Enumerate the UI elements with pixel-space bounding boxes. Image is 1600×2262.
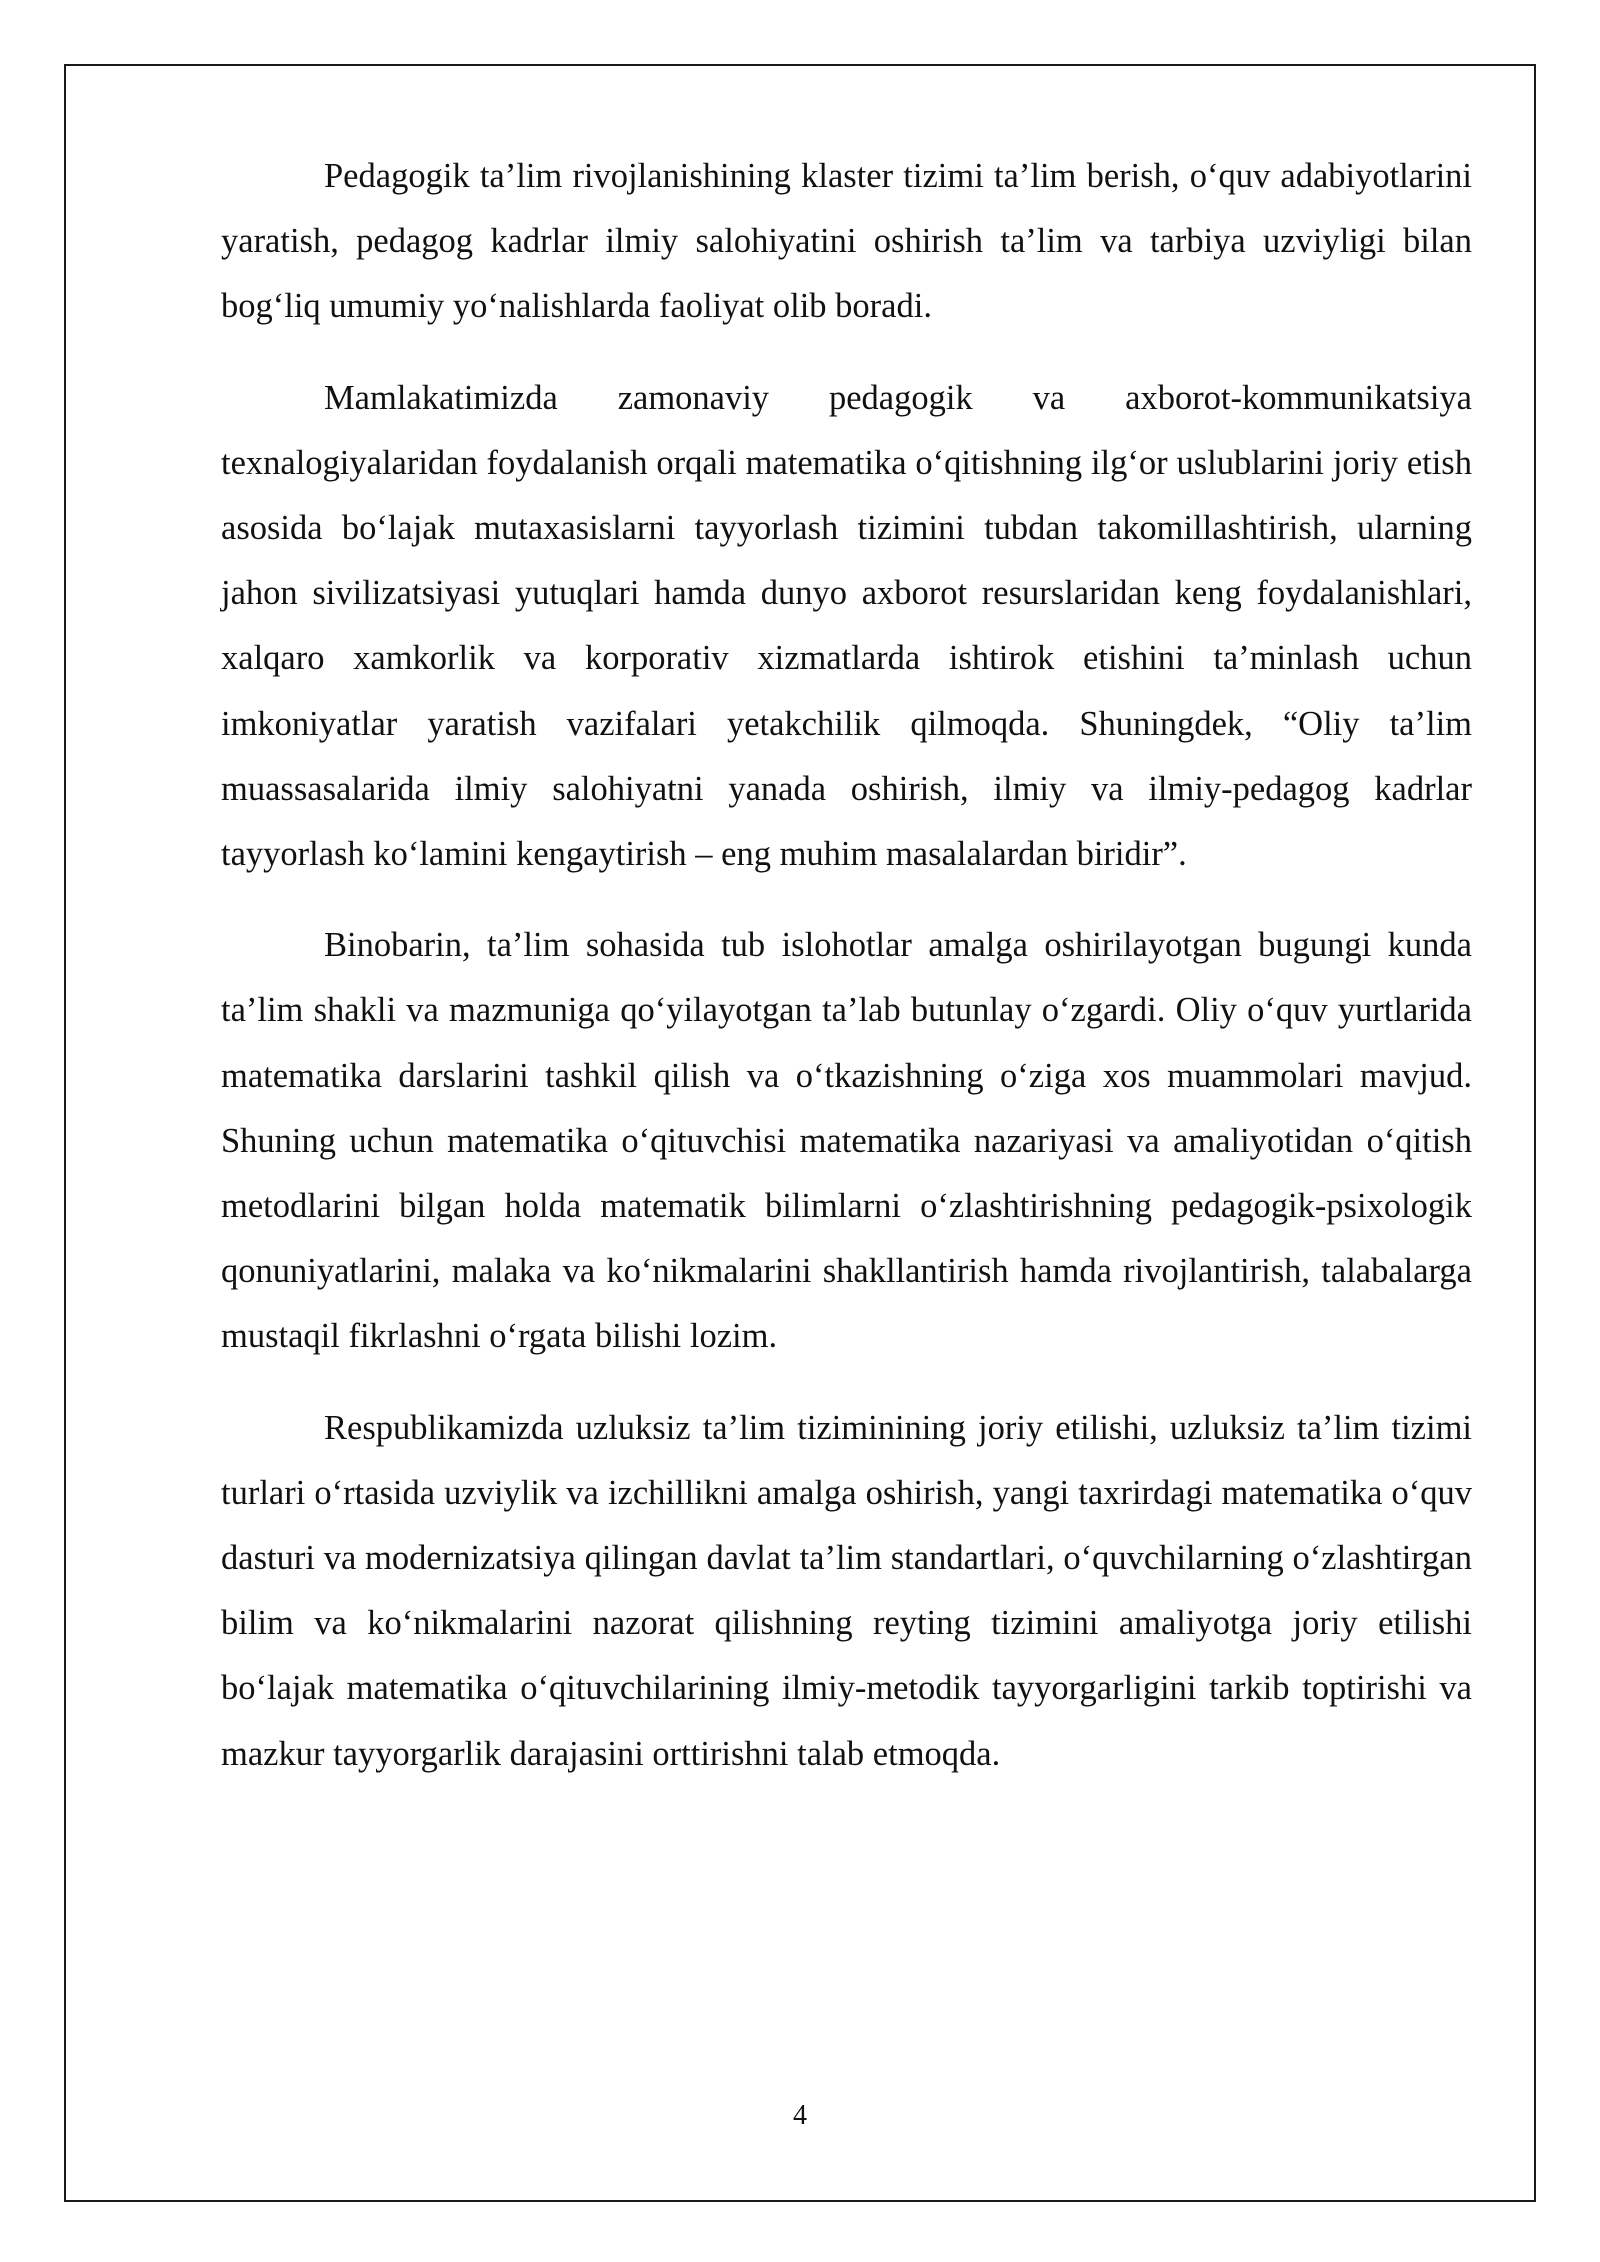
document-body: [221, 144, 1472, 1813]
page-number: 4: [793, 2100, 807, 2131]
paragraph-4: Respublikamizda uzluksiz ta’lim tiziminining joriy etilishi, uzluksiz ta’lim tizimi turlari o‘rtasida uzviylik va izchillikni amalga oshirish, yangi taxrirdagi matematika o‘quv dasturi va modernizatsiya qilingan davlat ta’lim standartlari, o‘quvchilarning o‘zlashtirgan bilim va ko‘nikmalarini nazorat qilishning reyting tizimini amaliyotga joriy etilishi bo‘lajak matematika o‘qituvchilarining ilmiy-metodik tayyorgarligini tarkib toptirishi va mazkur tayyorgarlik darajasini orttirishni talab etmoqda.: [221, 1408, 1472, 1773]
paragraph-1: Pedagogik ta’lim rivojlanishining klaster tizimi ta’lim berish, o‘quv adabiyotlarini yaratish, pedagog kadrlar ilmiy salohiyatini oshirish ta’lim va tarbiya uzviyligi bilan bog‘liq umumiy yo‘nalishlarda faoliyat olib boradi.: [221, 157, 1472, 326]
paragraph-3: Binobarin, ta’lim sohasida tub islohotlar amalga oshirilayotgan bugungi kunda ta’lim shakli va mazmuniga qo‘yilayotgan ta’lab butunlay o‘zgardi. Oliy o‘quv yurtlarida matematika darslarini tashkil qilish va o‘tkazishning o‘ziga xos muammolari mavjud. Shuning uchun matematika o‘qituvchisi matematika nazariyasi va amaliyotidan o‘qitish metodlarini bilgan holda matematik bilimlarni o‘zlashtirishning pedagogik-psixologik qonuniyatlarini, malaka va ko‘nikmalarini shakllantirish hamda rivojlantirish, talabalarga mustaqil fikrlashni o‘rgata bilishi lozim.: [221, 926, 1472, 1356]
paragraph-2: Mamlakatimizda zamonaviy pedagogik va axborot-kommunikatsiya texnalogiyalaridan foydalanish orqali matematika o‘qitishning ilg‘or uslublarini joriy etish asosida bo‘lajak mutaxasislarni tayyorlash tizimini tubdan takomillashtirish, ularning jahon sivilizatsiyasi yutuqlari hamda dunyo axborot resurslaridan keng foydalanishlari, xalqaro xamkorlik va korporativ xizmatlarda ishtirok etishini ta’minlash uchun imkoniyatlar yaratish vazifalari yetakchilik qilmoqda. Shuningdek, “Oliy ta’lim muassasalarida ilmiy salohiyatni yanada oshirish, ilmiy va ilmiy-pedagog kadrlar tayyorlash ko‘lamini kengaytirish – eng muhim masalalardan biridir”.: [221, 378, 1472, 874]
